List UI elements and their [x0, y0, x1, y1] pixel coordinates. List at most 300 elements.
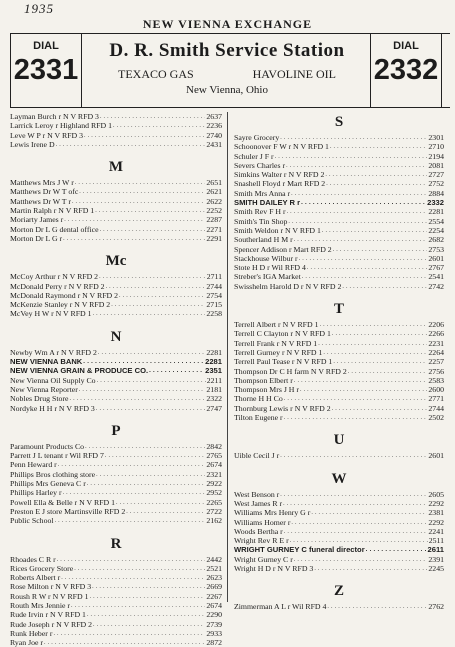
listing-phone: 2622: [206, 196, 222, 206]
dot-leader: [72, 197, 205, 206]
listing-phone: 2266: [428, 329, 444, 339]
listing-phone: 2762: [428, 602, 444, 612]
listing-name: Lewis Irene D: [10, 139, 55, 149]
listing-name: Roberts Albert r: [10, 573, 61, 583]
dot-leader: [106, 282, 206, 291]
dot-leader: [92, 582, 205, 591]
listing-name: Severs Charles r: [234, 160, 286, 170]
listing-name: Uible Cecil J r: [234, 451, 280, 461]
listing-phone: 2206: [428, 320, 444, 330]
right-dial-number: 2332: [373, 54, 439, 86]
listing-name: Thompson Mrs J H r: [234, 385, 299, 395]
dot-leader: [314, 564, 427, 573]
listing-row: [10, 215, 222, 224]
listing-row: [234, 394, 444, 403]
listing-name: Newby Wm A r N V RFD 2: [10, 347, 97, 357]
dot-leader: [332, 329, 428, 338]
listing-name: Smith's Tin Shop: [234, 216, 288, 226]
listing-row: [10, 564, 222, 573]
dot-leader: [105, 451, 206, 460]
listing-phone: 2601: [428, 253, 444, 263]
listing-name: Spencer Addison r Mart RFD 2: [234, 244, 332, 254]
listing-phone: 2381: [428, 508, 444, 518]
dot-leader: [75, 178, 206, 187]
dot-leader: [57, 555, 206, 564]
listing-row: [10, 516, 222, 525]
listing-row: [234, 518, 444, 527]
listing-name: West Benson r: [234, 489, 280, 499]
listing-row: [234, 263, 444, 272]
listing-row: [234, 490, 444, 499]
listing-name: Routh Mrs Jennie r: [10, 600, 70, 610]
listing-name: Preston E J store Martinsville RFD 2: [10, 506, 126, 516]
listing-phone: 2292: [428, 517, 444, 527]
section-gap: [10, 526, 222, 534]
listing-name: Snashell Floyd r Mart RFD 2: [234, 179, 326, 189]
listing-row: [234, 451, 444, 460]
dot-leader: [111, 300, 205, 309]
listing-name: Terrell C Clayton r N V RFD 1: [234, 329, 331, 339]
listing-row: [10, 620, 222, 629]
listing-name: Phillips Mrs Geneva C r: [10, 479, 86, 489]
listing-name: Schuler J F r: [234, 151, 274, 161]
dot-leader: [97, 376, 206, 385]
listing-row: [234, 555, 444, 564]
dot-leader: [74, 564, 205, 573]
listing-name: Simkins Walter r N V RFD 2: [234, 170, 325, 180]
listing-row: [10, 638, 222, 647]
listing-name: Terrell Gurney r N V RFD 1: [234, 347, 323, 357]
listing-row: [234, 357, 444, 366]
listing-row: [234, 564, 444, 573]
listing-phone: 2744: [206, 281, 222, 291]
dot-leader: [291, 518, 427, 527]
listing-row: [234, 189, 444, 198]
listing-row: [10, 460, 222, 469]
listing-row: [234, 385, 444, 394]
listing-name: Wright Gurney C r: [234, 554, 293, 564]
right-listing-column: [234, 112, 444, 612]
dot-leader: [330, 142, 427, 151]
listing-row: [234, 133, 444, 142]
dot-leader: [93, 309, 206, 318]
listing-name: Morton Dr L G r: [10, 233, 63, 243]
listing-row: [10, 309, 222, 318]
listing-name: Matthews Mrs J W r: [10, 178, 74, 188]
listing-phone: 2600: [428, 385, 444, 395]
listing-phone: 2740: [206, 130, 222, 140]
listing-row: [10, 272, 222, 281]
dot-leader: [284, 527, 428, 536]
listing-name: Smith Weldon r N V RFD 1: [234, 225, 321, 235]
section-gap: [234, 461, 444, 469]
listing-row: [10, 442, 222, 451]
listing-name: Runk Heber r: [10, 628, 53, 638]
listing-phone: 2236: [206, 121, 222, 131]
listing-row: [234, 226, 444, 235]
listing-name: Southerland H M r: [234, 235, 293, 245]
listing-name: Stackhouse Wilbur r: [234, 253, 298, 263]
listing-phone: 2211: [206, 375, 222, 385]
dot-leader: [286, 161, 427, 170]
listing-name: Rude Irvin r N V RFD 1: [10, 610, 86, 620]
listing-phone: 2747: [206, 403, 222, 413]
listing-phone: 2231: [428, 338, 444, 348]
dot-leader: [96, 470, 205, 479]
listing-name: Zimmerman A L r Wil RFD 4: [234, 602, 327, 612]
listing-name: Swisshelm Harold D r N V RFD 2: [234, 281, 342, 291]
section-gap: [234, 422, 444, 430]
listing-row: [10, 225, 222, 234]
advertisement: [100, 34, 354, 96]
listing-phone: 2583: [428, 375, 444, 385]
listing-row: [10, 234, 222, 243]
listing-phone: 2254: [428, 225, 444, 235]
ad-gas: TEXACO GAS: [118, 67, 194, 81]
ad-products: [118, 67, 336, 82]
section-letter: N: [110, 328, 122, 345]
listing-phone: 2952: [206, 488, 222, 498]
dot-leader: [307, 263, 428, 272]
dot-leader: [280, 490, 427, 499]
dot-leader: [61, 573, 205, 582]
listing-row: [10, 582, 222, 591]
dot-leader: [333, 357, 427, 366]
listing-phone: 2637: [206, 112, 222, 121]
listing-phone: 2744: [428, 403, 444, 413]
dot-leader: [348, 367, 428, 376]
listing-row: [10, 555, 222, 564]
listing-phone: 2351: [205, 366, 222, 376]
listing-phone: 2674: [206, 600, 222, 610]
ad-oil: HAVOLINE OIL: [252, 67, 336, 81]
dot-leader: [63, 488, 206, 497]
listing-row: [234, 207, 444, 216]
section-letter: W: [331, 470, 347, 487]
section-letter: T: [333, 301, 344, 318]
listing-phone: 2669: [206, 582, 222, 592]
dot-leader: [99, 272, 206, 281]
listing-name: McVey H W r N V RFD 1: [10, 309, 92, 319]
listing-phone: 2162: [206, 516, 222, 526]
listing-row: [234, 217, 444, 226]
dot-leader: [85, 442, 205, 451]
listing-name: NEW VIENNA GRAIN & PRODUCE CO.: [10, 366, 149, 376]
listing-phone: 2322: [206, 394, 222, 404]
section-letter: U: [333, 432, 345, 449]
listing-row: [234, 320, 444, 329]
dot-leader: [98, 348, 206, 357]
listing-row: [10, 385, 222, 394]
dot-leader: [322, 226, 428, 235]
dot-leader: [327, 602, 427, 611]
listing-phone: 2287: [206, 215, 222, 225]
listing-phone: 2291: [206, 233, 222, 243]
column-divider: [227, 112, 228, 602]
listing-row: [234, 170, 444, 179]
listing-row: [234, 367, 444, 376]
listing-row: [10, 112, 222, 121]
listing-name: Tilton Eugene r: [234, 413, 283, 423]
listing-phone: 2442: [206, 554, 222, 564]
dot-leader: [294, 555, 428, 564]
listing-phone: 2554: [428, 216, 444, 226]
listing-name: Nordyke H H r N V RFD 3: [10, 403, 95, 413]
dot-leader: [283, 499, 427, 508]
listing-row: [10, 131, 222, 140]
listing-name: Matthews Dr W T ofc: [10, 187, 79, 197]
listing-name: Phillips Harley r: [10, 488, 62, 498]
listing-name: Morton Dr L G dental office: [10, 224, 99, 234]
dot-leader: [275, 152, 428, 161]
listing-name: West James R r: [234, 498, 283, 508]
listing-name: Terrell Paul Tease r N V RFD 1: [234, 357, 333, 367]
left-listing-column: [10, 112, 222, 647]
listing-name: Paramount Products Co: [10, 441, 85, 451]
section-gap: [10, 319, 222, 327]
dot-leader: [64, 215, 205, 224]
dot-leader: [366, 545, 427, 554]
dot-leader: [100, 225, 206, 234]
listing-name: Matthews Dr W T r: [10, 196, 71, 206]
dot-leader: [318, 339, 427, 348]
listing-phone: 2872: [206, 638, 222, 647]
listing-name: Moriarty James r: [10, 215, 64, 225]
listing-row: [234, 329, 444, 338]
listing-name: Nobles Drug Store: [10, 394, 69, 404]
listing-name: Roush R W r N V RFD 1: [10, 591, 89, 601]
dot-leader: [63, 234, 205, 243]
listing-name: Streber's IGA Market: [234, 272, 301, 282]
listing-phone: 2290: [206, 610, 222, 620]
listing-phone: 2771: [428, 394, 444, 404]
dot-leader: [284, 413, 428, 422]
right-dial-box: [370, 34, 442, 107]
listing-phone: 2081: [428, 160, 444, 170]
listing-name: Rhoades C R r: [10, 554, 56, 564]
listing-phone: 2391: [428, 554, 444, 564]
listing-row: [234, 376, 444, 385]
dot-leader: [280, 451, 427, 460]
listing-row: [234, 152, 444, 161]
dot-leader: [326, 179, 427, 188]
listing-phone: 2281: [428, 207, 444, 217]
dot-leader: [332, 404, 428, 413]
listing-name: McDonald Raymond r N V RFD 2: [10, 290, 119, 300]
dot-leader: [294, 376, 428, 385]
dot-leader: [287, 207, 428, 216]
dot-leader: [301, 198, 426, 207]
listing-phone: 2181: [206, 384, 222, 394]
dot-leader: [323, 348, 427, 357]
dot-leader: [325, 170, 427, 179]
listing-phone: 2605: [428, 489, 444, 499]
listing-row: [10, 404, 222, 413]
section-gap: [234, 573, 444, 581]
listing-name: WRIGHT GURNEY C funeral director: [234, 545, 365, 555]
ad-divider: [10, 107, 450, 108]
exchange-title: NEW VIENNA EXCHANGE: [142, 17, 313, 31]
section-gap: [10, 243, 222, 251]
listing-row: [10, 451, 222, 460]
dot-leader: [342, 282, 427, 291]
listing-name: Smith Rev F H r: [234, 207, 286, 217]
ad-title: D. R. Smith Service Station: [109, 40, 345, 61]
listing-name: Powell Ella & Belle r N V RFD 1: [10, 497, 115, 507]
dot-leader: [113, 121, 205, 130]
section-letter: Mc: [105, 253, 127, 270]
listing-name: Phillips Bros clothing store: [10, 469, 96, 479]
listing-phone: 2281: [206, 347, 222, 357]
listing-name: NEW VIENNA BANK: [10, 357, 83, 367]
dot-leader: [84, 131, 205, 140]
listing-row: [10, 479, 222, 488]
listing-row: [234, 508, 444, 517]
listing-phone: 2756: [428, 366, 444, 376]
ad-city: New Vienna, Ohio: [186, 84, 268, 96]
listing-row: [10, 629, 222, 638]
listing-row: [234, 404, 444, 413]
listing-phone: 2727: [428, 170, 444, 180]
listing-row: [234, 339, 444, 348]
listing-row: [10, 376, 222, 385]
listing-phone: 2674: [206, 460, 222, 470]
dot-leader: [83, 357, 204, 366]
section-gap: [10, 413, 222, 421]
listing-phone: 2742: [428, 281, 444, 291]
section-letter: M: [108, 159, 124, 176]
listing-phone: 2321: [206, 469, 222, 479]
listing-phone: 2651: [206, 178, 222, 188]
listing-name: Rices Grocery Store: [10, 563, 74, 573]
listing-row: [10, 573, 222, 582]
listing-row: [10, 178, 222, 187]
dot-leader: [100, 112, 205, 121]
section-letter: R: [110, 535, 122, 552]
listing-phone: 2502: [428, 413, 444, 423]
dot-leader: [79, 187, 205, 196]
dot-leader: [87, 479, 206, 488]
listing-phone: 2722: [206, 506, 222, 516]
dot-leader: [299, 254, 428, 263]
listing-phone: 2264: [428, 347, 444, 357]
listing-row: [234, 348, 444, 357]
listing-name: Wright H D r N V RFD 3: [234, 563, 314, 573]
listing-row: [10, 291, 222, 300]
listing-name: McDonald Perry r N V RFD 2: [10, 281, 105, 291]
listing-row: [10, 282, 222, 291]
dot-leader: [333, 245, 428, 254]
dot-leader: [53, 629, 205, 638]
left-dial-number: 2331: [13, 54, 79, 86]
listing-name: Terrell Albert r N V RFD 1: [234, 320, 319, 330]
dot-leader: [300, 385, 427, 394]
listing-phone: 2739: [206, 619, 222, 629]
listing-name: Thornburg Lewis r N V RFD 2: [234, 403, 331, 413]
listing-row: [10, 592, 222, 601]
listing-phone: 2682: [428, 235, 444, 245]
listing-row: [234, 499, 444, 508]
dot-leader: [320, 320, 428, 329]
listing-phone: 2431: [206, 139, 222, 149]
listing-phone: 2623: [206, 573, 222, 583]
listing-row: [234, 272, 444, 281]
dot-leader: [87, 610, 205, 619]
handwritten-year: 1935: [24, 1, 54, 16]
listing-row: [234, 602, 444, 611]
dot-leader: [311, 508, 427, 517]
listing-row: [234, 536, 444, 545]
dot-leader: [79, 385, 206, 394]
listing-row: [10, 601, 222, 610]
listing-name: Williams Homer r: [234, 517, 291, 527]
dot-leader: [294, 235, 428, 244]
dot-leader: [280, 133, 427, 142]
dot-leader: [116, 498, 205, 507]
left-dial-box: [10, 34, 82, 107]
listing-phone: 2753: [428, 244, 444, 254]
listing-phone: 2194: [428, 151, 444, 161]
listing-phone: 2611: [427, 545, 444, 555]
listing-phone: 2265: [206, 497, 222, 507]
dot-leader: [96, 404, 206, 413]
listing-phone: 2271: [206, 224, 222, 234]
listing-phone: 2257: [428, 357, 444, 367]
listing-row: [234, 161, 444, 170]
listing-phone: 2601: [428, 451, 444, 461]
listing-name: Parrett J L tenant r Wil RFD 7: [10, 451, 104, 461]
listing-phone: 2752: [428, 179, 444, 189]
section-letter: Z: [333, 583, 344, 600]
listing-row: [10, 394, 222, 403]
dot-leader: [55, 516, 206, 525]
listing-name: Layman Burch r N V RFD 3: [10, 112, 99, 121]
listing-row: [234, 527, 444, 536]
section-gap: [10, 149, 222, 157]
dot-leader: [284, 394, 428, 403]
listing-name: McKenzie Stanley r N V RFD 2: [10, 300, 111, 310]
dot-leader: [149, 366, 204, 375]
dot-leader: [56, 140, 206, 149]
dot-leader: [93, 620, 205, 629]
dot-leader: [71, 601, 205, 610]
listing-phone: 2252: [206, 206, 222, 216]
listing-name: Ryan Joe r: [10, 638, 44, 647]
listing-row: [234, 413, 444, 422]
listing-phone: 2711: [206, 272, 222, 282]
section-letter: S: [334, 114, 344, 130]
listing-row: [10, 507, 222, 516]
listing-phone: 2332: [427, 198, 444, 208]
listing-row: [234, 235, 444, 244]
listing-phone: 2281: [205, 357, 222, 367]
section-gap: [234, 291, 444, 299]
listing-row: [10, 187, 222, 196]
listing-phone: 2621: [206, 187, 222, 197]
left-dial-label: DIAL: [33, 40, 59, 52]
listing-row: [10, 300, 222, 309]
listing-phone: 2767: [428, 263, 444, 273]
listing-phone: 2715: [206, 300, 222, 310]
listing-row: [234, 282, 444, 291]
listing-name: Sayre Grocery: [234, 133, 280, 142]
listing-name: Terrell Frank r N V RFD 1: [234, 338, 318, 348]
listing-name: Stote H D r Wil RFD 4: [234, 263, 306, 273]
listing-row: [234, 254, 444, 263]
listing-phone: 2267: [206, 591, 222, 601]
listing-phone: 2754: [206, 290, 222, 300]
listing-row: [10, 366, 222, 375]
